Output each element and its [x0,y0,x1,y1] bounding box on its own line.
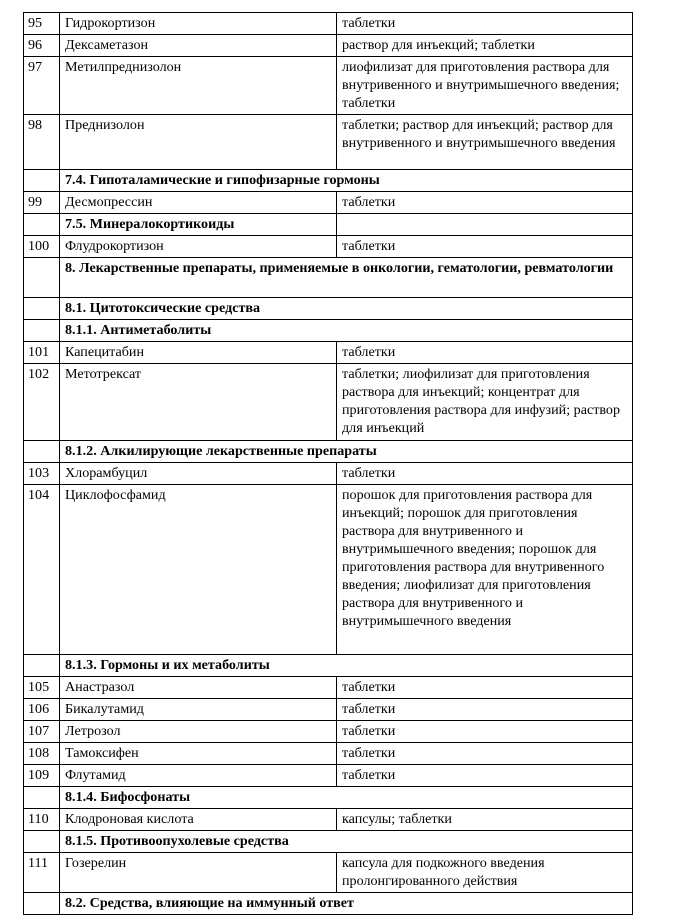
section-number-cell [24,320,60,342]
drug-name: Десмопрессин [60,192,337,214]
drug-name: Метотрексат [60,364,337,441]
dosage-form: лиофилизат для приготовления раствора для внутривенного и внутримышечного введения; таблетки [337,57,633,115]
dosage-form: таблетки [337,699,633,721]
section-header-row [24,320,633,342]
row-number: 96 [24,35,60,57]
row-number: 95 [24,13,60,35]
section-number-cell [24,787,60,809]
drug-name: Преднизолон [60,115,337,170]
dosage-form: таблетки; лиофилизат для приготовления раствора для инъекций; концентрат для приготовления раствора для инфузий; раствор для инъекций [337,364,633,441]
table-row [24,853,633,893]
row-number: 100 [24,236,60,258]
row-number: 98 [24,115,60,170]
dosage-form: порошок для приготовления раствора для инъекций; порошок для приготовления раствора для внутривенного и внутримышечного введения; порошок для приготовления раствора для внутривенного введения; лиофилизат для приготовления раствора для внутривенного и внутримышечного введения [337,485,633,655]
drug-name: Циклофосфамид [60,485,337,655]
drug-list-table [23,12,633,915]
section-header-row [24,655,633,677]
drug-name: Хлорамбуцил [60,463,337,485]
section-header-row [24,831,633,853]
drug-name: Дексаметазон [60,35,337,57]
row-number: 106 [24,699,60,721]
section-title: 7.4. Гипоталамические и гипофизарные гормоны [60,170,633,192]
table-row [24,192,633,214]
row-number: 102 [24,364,60,441]
empty-cell [337,214,633,236]
row-number: 97 [24,57,60,115]
table-row [24,485,633,655]
section-title: 8.1.5. Противоопухолевые средства [60,831,633,853]
section-title: 7.5. Минералокортикоиды [60,214,337,236]
dosage-form: капсулы; таблетки [337,809,633,831]
table-row [24,463,633,485]
section-header-row [24,258,633,298]
drug-name: Гидрокортизон [60,13,337,35]
table-row [24,364,633,441]
section-title: 8.1. Цитотоксические средства [60,298,633,320]
drug-name: Тамоксифен [60,743,337,765]
drug-list-body [24,13,633,915]
table-row [24,57,633,115]
row-number: 110 [24,809,60,831]
row-number: 103 [24,463,60,485]
dosage-form: таблетки [337,13,633,35]
dosage-form: таблетки [337,236,633,258]
table-row [24,699,633,721]
table-row [24,809,633,831]
section-number-cell [24,893,60,915]
table-row [24,13,633,35]
dosage-form: таблетки [337,743,633,765]
section-title: 8.1.4. Бифосфонаты [60,787,633,809]
drug-name: Флудрокортизон [60,236,337,258]
drug-name: Анастразол [60,677,337,699]
section-title: 8.1.2. Алкилирующие лекарственные препараты [60,441,633,463]
row-number: 99 [24,192,60,214]
section-number-cell [24,170,60,192]
drug-name: Метилпреднизолон [60,57,337,115]
section-number-cell [24,298,60,320]
row-number: 107 [24,721,60,743]
section-header-row [24,214,633,236]
section-title: 8.1.1. Антиметаболиты [60,320,633,342]
section-header-row [24,787,633,809]
section-number-cell [24,258,60,298]
drug-name: Флутамид [60,765,337,787]
drug-name: Капецитабин [60,342,337,364]
dosage-form: капсула для подкожного введения пролонгированного действия [337,853,633,893]
section-title: 8.2. Средства, влияющие на иммунный ответ [60,893,633,915]
section-title: 8. Лекарственные препараты, применяемые в онкологии, гематологии, ревматологии [60,258,633,298]
section-header-row [24,170,633,192]
section-header-row [24,298,633,320]
row-number: 109 [24,765,60,787]
section-number-cell [24,214,60,236]
dosage-form: таблетки [337,342,633,364]
table-row [24,677,633,699]
table-row [24,35,633,57]
row-number: 105 [24,677,60,699]
drug-name: Гозерелин [60,853,337,893]
dosage-form: таблетки [337,677,633,699]
table-row [24,115,633,170]
section-number-cell [24,441,60,463]
section-number-cell [24,655,60,677]
table-row [24,743,633,765]
table-row [24,721,633,743]
section-number-cell [24,831,60,853]
drug-name: Клодроновая кислота [60,809,337,831]
section-title: 8.1.3. Гормоны и их метаболиты [60,655,633,677]
table-row [24,342,633,364]
dosage-form: раствор для инъекций; таблетки [337,35,633,57]
table-row [24,236,633,258]
dosage-form: таблетки [337,765,633,787]
dosage-form: таблетки [337,721,633,743]
dosage-form: таблетки [337,463,633,485]
table-row [24,765,633,787]
row-number: 104 [24,485,60,655]
section-header-row [24,893,633,915]
dosage-form: таблетки; раствор для инъекций; раствор для внутривенного и внутримышечного введения [337,115,633,170]
row-number: 101 [24,342,60,364]
drug-name: Летрозол [60,721,337,743]
drug-name: Бикалутамид [60,699,337,721]
dosage-form: таблетки [337,192,633,214]
row-number: 108 [24,743,60,765]
row-number: 111 [24,853,60,893]
section-header-row [24,441,633,463]
